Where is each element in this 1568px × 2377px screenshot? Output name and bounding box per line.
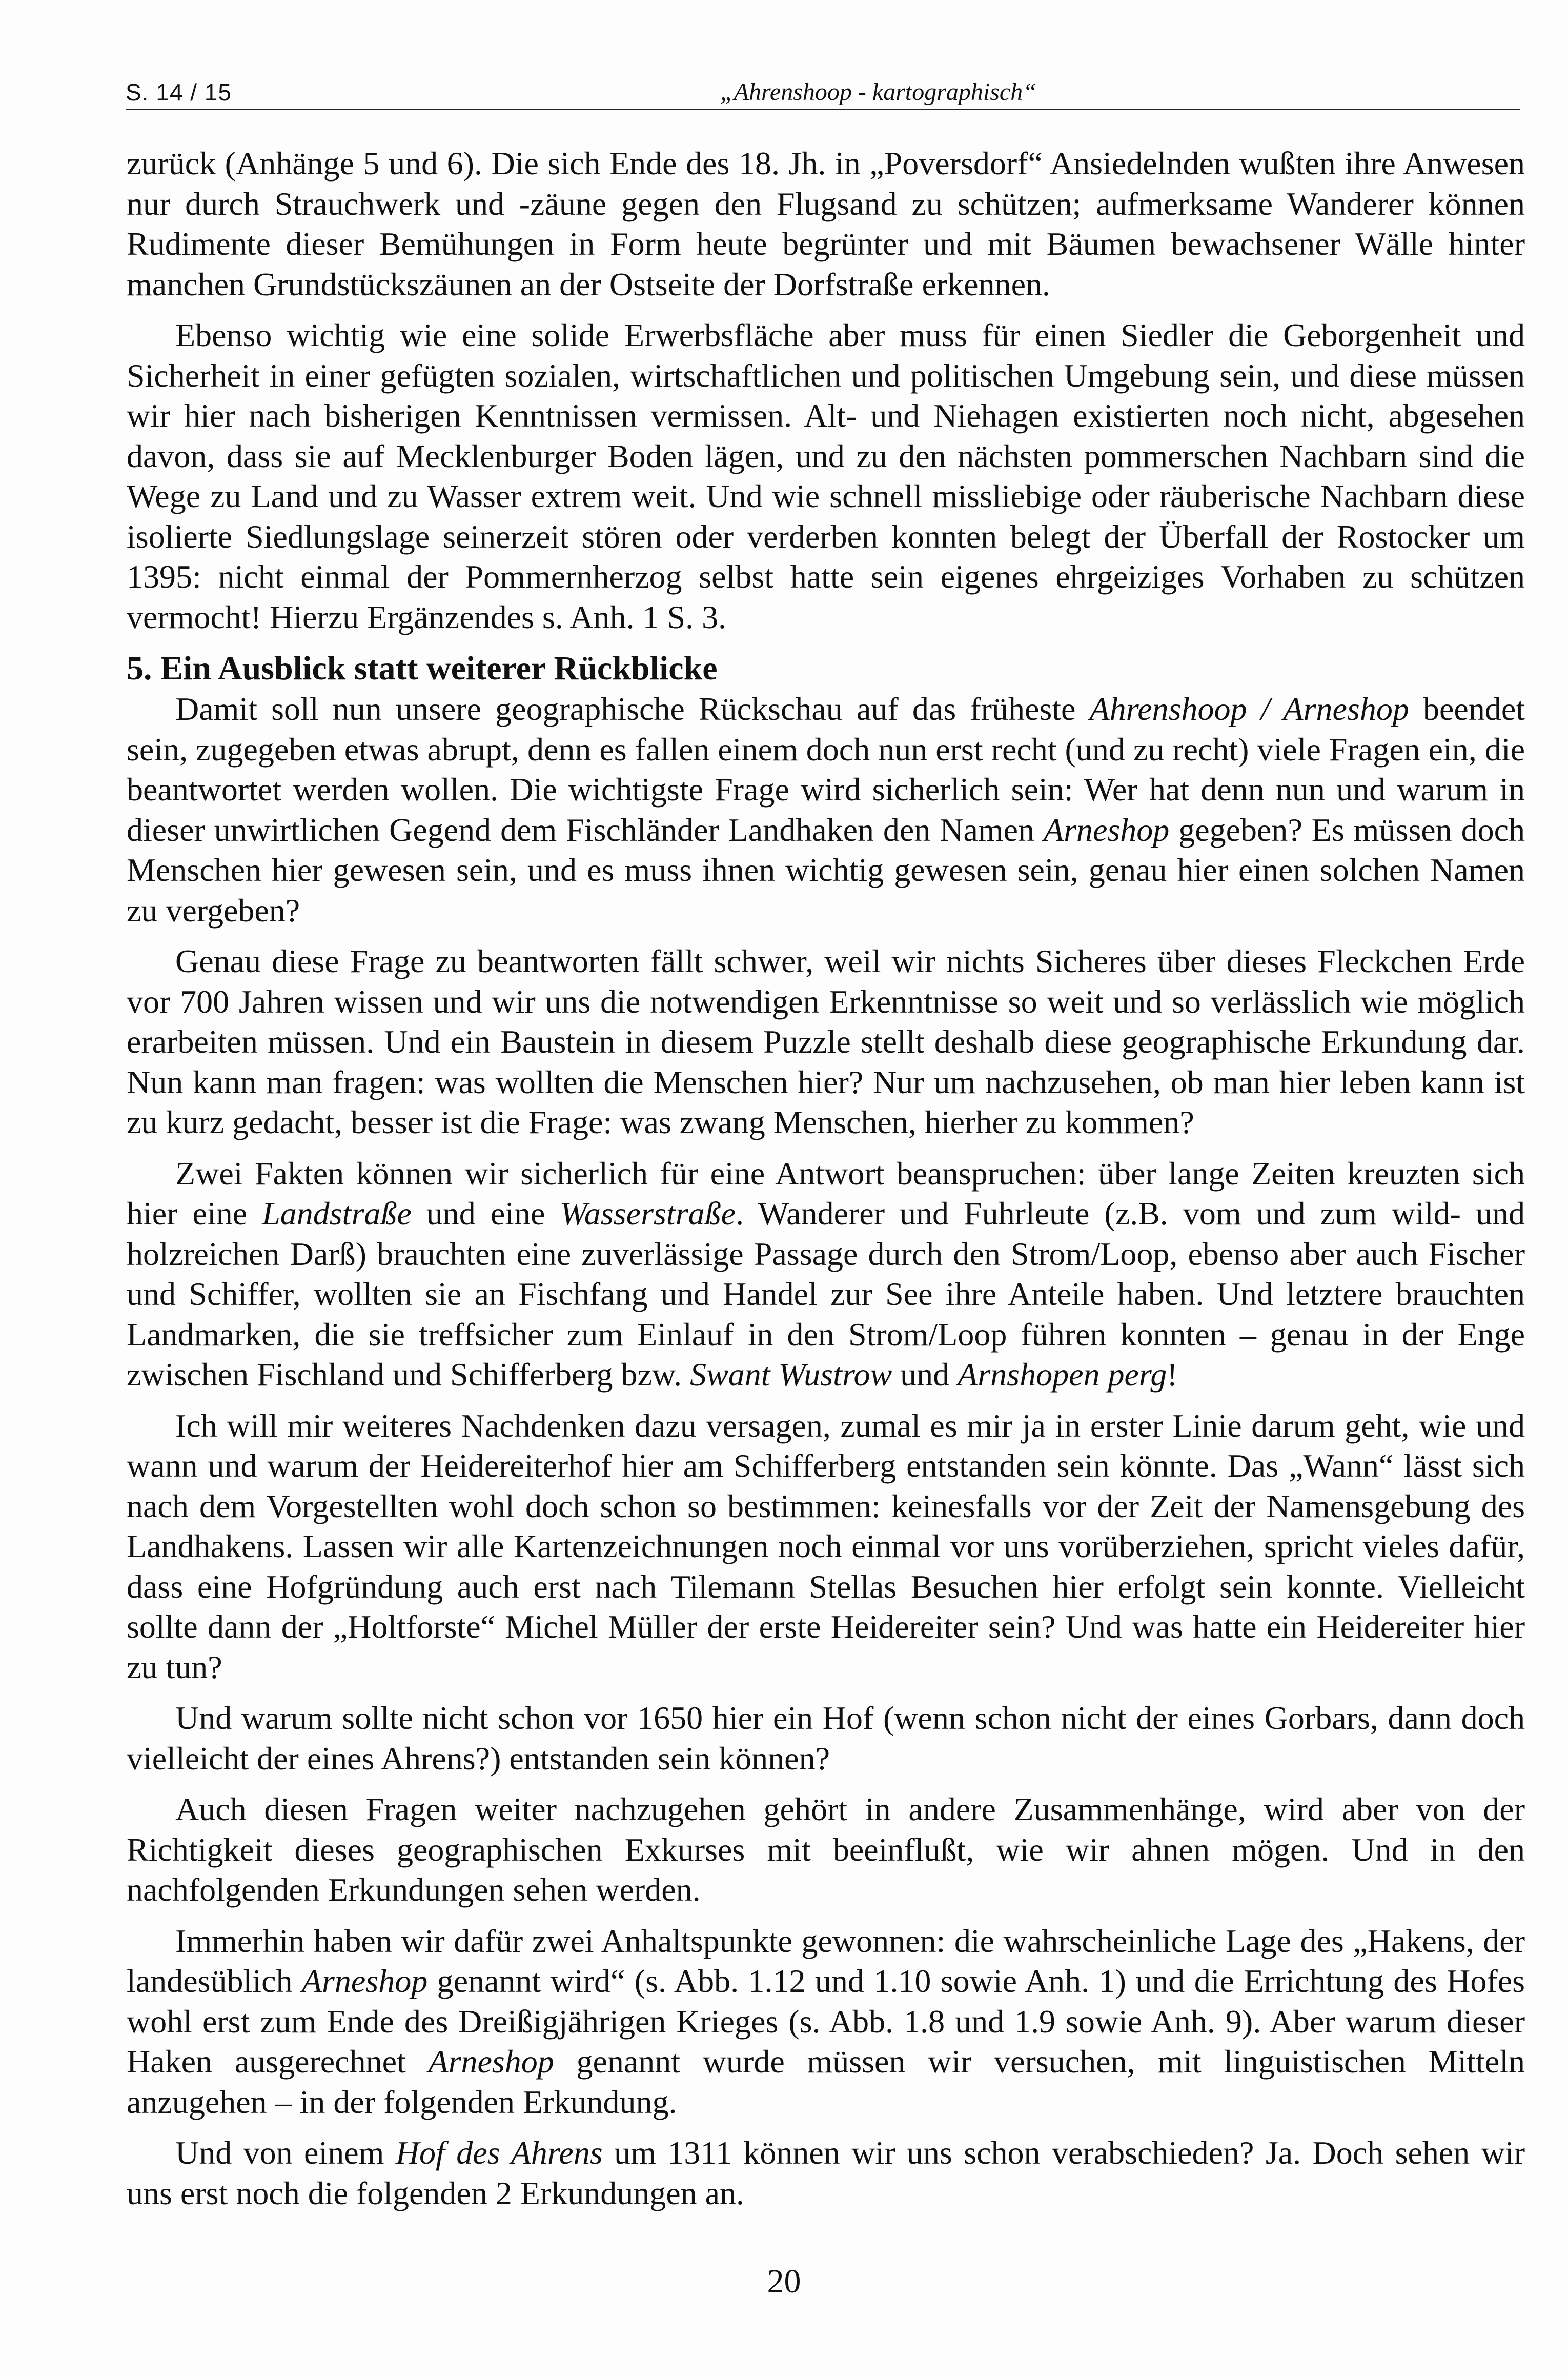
italic-text-run: Arnshopen perg [958,1356,1167,1393]
italic-text-run: Arneshop [1043,811,1170,848]
text-run: genannt wird“ (s. Abb. 1.12 und 1.10 sowie Anh. 1) und die Errichtung des Hofes wohl erst zum Ende des Dreißigjährigen Krieges (s. Abb. 1.8 und 1.9 sowie Anh. 9). Aber warum dieser Haken ausgerechnet [127,1963,1525,2080]
text-run: Ich will mir weiteres Nachdenken dazu versagen, zumal es mir ja in erster Linie darum geht, wie und wann und warum der Heidereiterhof hier am Schifferberg entstanden sein könnte. Das „Wann“ lässt sich nach dem Vorgestellten wohl doch schon so bestimmen: keinesfalls vor der Zeit der Namensgebung des Landhakens. Lassen wir alle Kartenzeichnungen noch einmal vor uns vorüberziehen, spricht vieles dafür, dass eine Hofgründung auch erst nach Tilemann Stellas Besuchen hier erfolgt sein konnte. Vielleicht sollte dann der „Holtforste“ Michel Müller der erste Heidereiter sein? Und was hatte ein Heidereiter hier zu tun? [127,1407,1525,1685]
text-run: Damit soll nun unsere geographische Rückschau auf das früheste [175,691,1090,727]
paragraph [127,315,1525,637]
italic-text-run: Hof des Ahrens [395,2134,603,2171]
paragraph [127,1154,1525,1395]
text-run: Zwei Fakten können wir sicherlich für eine Antwort beanspruchen: über lange Zeiten kreuzten sich hier eine [127,1155,1525,1232]
body-text [127,144,1525,2224]
page-number: 20 [767,2263,801,2300]
text-run: ! [1167,1356,1178,1393]
running-title: „Ahrenshoop - kartographisch“ [720,78,1036,106]
paragraph [127,1789,1525,1910]
text-run: Auch diesen Fragen weiter nachzugehen gehört in andere Zusammenhänge, wird aber von der Richtigkeit dieses geographischen Exkurses mit beeinflußt, wie wir ahnen mögen. Und in den nachfolgenden Erkundungen sehen werden. [127,1791,1525,1908]
italic-text-run: Arneshop [301,1963,428,1999]
text-run: Und warum sollte nicht schon vor 1650 hier ein Hof (wenn schon nicht der eines Gorbars, dann doch vielleicht der eines Ahrens?) entstanden sein können? [127,1700,1525,1777]
paragraph [127,144,1525,305]
paragraph [127,1698,1525,1779]
paragraph [127,1921,1525,2123]
paragraph [127,2133,1525,2213]
paragraph [127,1406,1525,1688]
page-reference: S. 14 / 15 [126,79,232,106]
text-run: und eine [411,1195,560,1232]
text-run: . Wanderer und Fuhrleute (z.B. vom und zum wild- und holzreichen Darß) brauchten eine zuverlässige Passage durch den Strom/Loop, ebenso aber auch Fischer und Schiffer, wollten sie an Fischfang und Handel zur See ihre Anteile haben. Und letztere brauchten Landmarken, die sie treffsicher zum Einlauf in den Strom/Loop führen konnten – genau in der Enge zwischen Fischland und Schifferberg bzw. [127,1195,1525,1393]
text-run: beendet sein, zugegeben etwas abrupt, denn es fallen einem doch nun erst recht (und zu recht) viele Fragen ein, die beantwortet werden wollen. Die wichtigste Frage wird sicherlich sein: Wer hat denn nun und warum in dieser unwirtlichen Gegend dem Fischländer Landhaken den Namen [127,691,1525,848]
text-run: und [892,1356,958,1393]
text-run: gegeben? Es müssen doch Menschen hier gewesen sein, und es muss ihnen wichtig gewesen sein, genau hier einen solchen Namen zu vergeben? [127,811,1525,929]
text-run: um 1311 können wir uns schon verabschieden? Ja. Doch sehen wir uns erst noch die folgenden 2 Erkundungen an. [127,2134,1525,2211]
text-run: Ebenso wichtig wie eine solide Erwerbsfläche aber muss für einen Siedler die Geborgenheit und Sicherheit in einer gefügten sozialen, wirtschaftlichen und politischen Umgebung sein, und diese müssen wir hier nach bisherigen Kenntnissen vermissen. Alt- und Niehagen existierten noch nicht, abgesehen davon, dass sie auf Mecklenburger Boden lägen, und zu den nächsten pommerschen Nachbarn sind die Wege zu Land und zu Wasser extrem weit. Und wie schnell missliebige oder räuberische Nachbarn diese isolierte Siedlungslage seinerzeit stören oder verderben konnten belegt der Überfall der Rostocker um 1395: nicht einmal der Pommernherzog selbst hatte sein eigenes ehrgeiziges Vorhaben zu schützen vermocht! Hierzu Ergänzendes s. Anh. 1 S. 3. [127,317,1525,635]
running-header [126,77,1520,110]
section-heading: 5. Ein Ausblick statt weiterer Rückblicke [127,650,718,687]
italic-text-run: Landstraße [262,1195,412,1232]
paragraph [127,941,1525,1143]
italic-text-run: Swant Wustrow [690,1356,892,1393]
text-run: zurück (Anhänge 5 und 6). Die sich Ende des 18. Jh. in „Poversdorf“ Ansiedelnden wußten ihre Anwesen nur durch Strauchwerk und -zäune gegen den Flugsand zu schützen; aufmerksame Wanderer können Rudimente dieser Bemühungen in Form heute begrünter und mit Bäumen bewachsener Wälle hinter manchen Grundstückszäunen an der Ostseite der Dorfstraße erkennen. [127,145,1525,303]
text-run: Immerhin haben wir dafür zwei Anhaltspunkte gewonnen: die wahrscheinliche Lage des „Hakens, der landesüblich [127,1922,1525,1999]
text-run: Und von einem [175,2134,396,2171]
italic-text-run: Arneshop [428,2043,554,2080]
text-run: genannt wurde müssen wir versuchen, mit linguistischen Mitteln anzugehen – in der folgenden Erkundung. [127,2043,1525,2120]
paragraph [127,689,1525,931]
italic-text-run: Ahrenshoop / Arneshop [1089,691,1409,727]
text-run: Genau diese Frage zu beantworten fällt schwer, weil wir nichts Sicheres über dieses Fleckchen Erde vor 700 Jahren wissen und wir uns die notwendigen Erkenntnisse so weit und so verlässlich wie möglich erarbeiten müssen. Und ein Baustein in diesem Puzzle stellt deshalb diese geographische Erkundung dar. Nun kann man fragen: was wollten die Menschen hier? Nur um nachzusehen, ob man hier leben kann ist zu kurz gedacht, besser ist die Frage: was zwang Menschen, hierher zu kommen? [127,943,1525,1140]
italic-text-run: Wasserstraße [560,1195,736,1232]
